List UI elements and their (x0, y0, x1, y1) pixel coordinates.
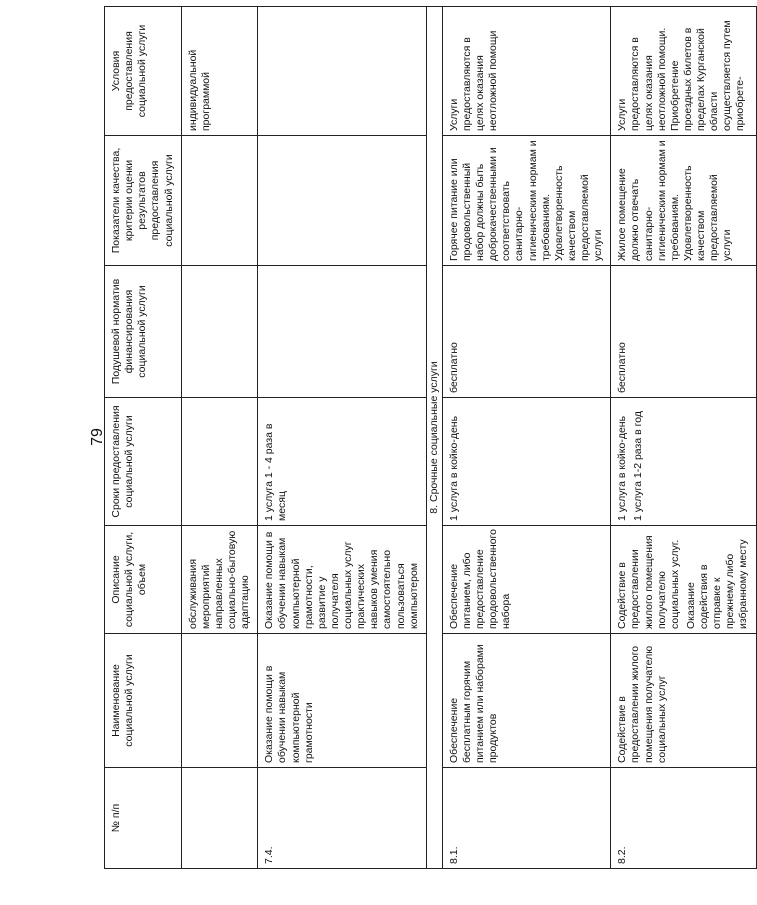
cell-description-8-1: Обеспечение питанием, либо предоставление продовольственного набора (442, 526, 611, 634)
header-quality: Показатели качества, критерии оценки результатов предоставления социальной услуги (105, 136, 182, 266)
header-description: Описание социальной услуги, объем (105, 526, 182, 634)
cell-quality-8-2: Жилое помещение должно отвечать санитарно-гигиеническим нормам и требованиям. Удовлетворенность качеством предоставляемой услуги (611, 136, 756, 266)
cell-num-cont (181, 768, 258, 869)
header-funding: Подушевой норматив финансирования социальной услуги (105, 266, 182, 398)
cell-quality-7-4 (258, 136, 427, 266)
cell-name-8-2: Содействие в предоставлении жилого помещения получателю социальных услуг (611, 634, 756, 768)
cell-terms-8-2-part-1: 1 услуга в койко-день (616, 415, 629, 521)
table-row-7-continued (181, 7, 258, 869)
rotated-page-content (104, 0, 750, 905)
cell-num-7-4: 7.4. (258, 768, 427, 869)
cell-terms-cont (181, 398, 258, 526)
cell-quality-cont (181, 136, 258, 266)
cell-terms-7-4: 1 услуга 1 - 4 раза в месяц (258, 398, 427, 526)
cell-conditions-8-1: Услуги предоставляются в целях оказания неотложной помощи (442, 7, 611, 136)
header-name: Наименование социальной услуги (105, 634, 182, 768)
cell-num-8-2: 8.2. (611, 768, 756, 869)
cell-num-8-1: 8.1. (442, 768, 611, 869)
cell-funding-8-2: бесплатно (611, 266, 756, 398)
cell-funding-cont (181, 266, 258, 398)
page-number: 79 (89, 428, 106, 446)
cell-terms-8-1: 1 услуга в койко-день (442, 398, 611, 526)
cell-conditions-8-2: Услуги предоставляются в целях оказания неотложной помощи. Приобретение проездных билетов в пределах Курганской области осуществляется путем приобрете- (611, 7, 756, 136)
social-services-table (104, 6, 757, 869)
cell-conditions-7-4 (258, 7, 427, 136)
cell-terms-8-2 (611, 398, 756, 526)
section-8-row (426, 7, 442, 869)
cell-conditions-cont: индивидуальной программой (181, 7, 258, 136)
table-header-row (105, 7, 182, 869)
header-terms: Сроки предоставления социальной услуги (105, 398, 182, 526)
cell-name-8-1: Обеспечение бесплатным горячим питанием или наборами продуктов (442, 634, 611, 768)
cell-description-8-2 (611, 526, 756, 634)
header-num: № п/п (105, 768, 182, 869)
cell-name-7-4: Оказание помощи в обучении навыкам компьютерной грамотности (258, 634, 427, 768)
section-title: 8. Срочные социальные услуги (426, 7, 442, 869)
cell-name-cont (181, 634, 258, 768)
header-conditions: Условия предоставления социальной услуги (105, 7, 182, 136)
cell-quality-8-1: Горячее питание или продовольственный набор должны быть доброкачественными и соответствовать санитарно-гигиеническим нормам и требованиям. Удовлетворенность качеством предоставляемой услуги (442, 136, 611, 266)
table-row-8-2 (611, 7, 756, 869)
cell-description-7-4: Оказание помощи в обучении навыкам компьютерной грамотности, развитие у получателя социальных услуг практических навыков умения самостоятельно пользоваться компьютером (258, 526, 427, 634)
cell-description-8-2-part-2: Оказание содействия в отправке к прежнему либо избранному месту (684, 539, 750, 629)
table-row-7-4 (258, 7, 427, 869)
cell-funding-8-1: бесплатно (442, 266, 611, 398)
cell-funding-7-4 (258, 266, 427, 398)
cell-description-cont: обслуживания мероприятий направленных социально-бытовую адаптацию (181, 526, 258, 634)
table-row-8-1 (442, 7, 611, 869)
cell-terms-8-2-part-2: 1 услуга 1-2 раза в год (632, 411, 645, 521)
cell-description-8-2-part-1: Содействие в предоставлении жилого помещения получателю социальных услуг. (616, 535, 681, 629)
